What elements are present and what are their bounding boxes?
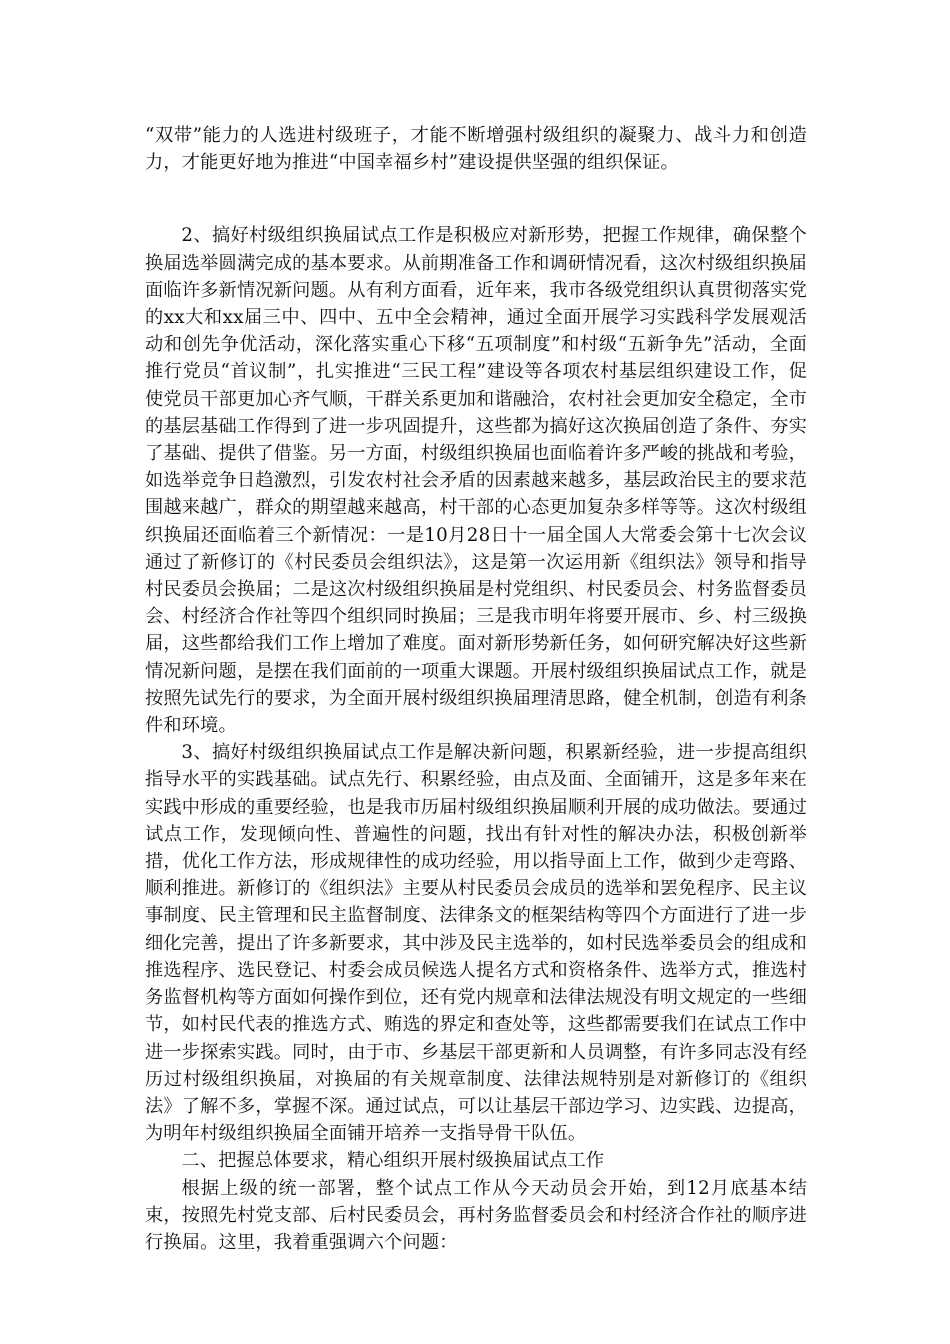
paragraph-point-2: 2、搞好村级组织换届试点工作是积极应对新形势，把握工作规律，确保整个换届选举圆满完成的基本要求。从前期准备工作和调研情况看，这次村级组织换届面临许多新情况新问题。从有利方面看，近年来，我市各级党组织认真贯彻落实党的xx大和xx届三中、四中、五中全会精神，通过全面开展学习实践科学发展观活动和创先争优活动，深化落实重心下移“五项制度”和村级“五新争先”活动，全面推行党员“首议制”，扎实推进“三民工程”建设等各项农村基层组织建设工作，促使党员干部更加心齐气顺，干群关系更加和谐融洽，农村社会更加安全稳定，全市的基层基础工作得到了进一步巩固提升，这些都为搞好这次换届创造了条件、夯实了基础、提供了借鉴。另一方面，村级组织换届也面临着许多严峻的挑战和考验，如选举竞争日趋激烈，引发农村社会矛盾的因素越来越多，基层政治民主的要求范围越来越广，群众的期望越来越高，村干部的心态更加复杂多样等等。这次村级组织换届还面临着三个新情况：一是10月28日十一届全国人大常委会第十七次会议通过了新修订的《村民委员会组织法》，这是第一次运用新《组织法》领导和指导村民委员会换届；二是这次村级组织换届是村党组织、村民委员会、村务监督委员会、村经济合作社等四个组织同时换届；三是我市明年将要开展市、乡、村三级换届，这些都给我们工作上增加了难度。面对新形势新任务，如何研究解决好这些新情况新问题，是摆在我们面前的一项重大课题。开展村级组织换届试点工作，就是按照先试先行的要求，为全面开展村级组织换届理清思路，健全机制，创造有利条件和环境。 (145, 225, 807, 737)
paragraph-continuation: “双带”能力的人选进村级班子，才能不断增强村级组织的凝聚力、战斗力和创造力，才能更好地为推进“中国幸福乡村”建设提供坚强的组织保证。 (145, 125, 807, 174)
section-heading: 二、把握总体要求，精心组织开展村级换届试点工作 (181, 1150, 605, 1172)
paragraph-overview: 根据上级的统一部署，整个试点工作从今天动员会开始，到12月底基本结束，按照先村党支部、后村民委员会，再村务监督委员会和村经济合作社的顺序进行换届。这里，我着重强调六个问题： (145, 1177, 807, 1253)
document-body (145, 122, 807, 1256)
paragraph-point-3: 3、搞好村级组织换届试点工作是解决新问题，积累新经验，进一步提高组织指导水平的实践基础。试点先行、积累经验，由点及面、全面铺开，这是多年来在实践中形成的重要经验，也是我市历届村级组织换届顺利开展的成功做法。要通过试点工作，发现倾向性、普遍性的问题，找出有针对性的解决办法，积极创新举措，优化工作方法，形成规律性的成功经验，用以指导面上工作，做到少走弯路、顺利推进。新修订的《组织法》主要从村民委员会成员的选举和罢免程序、民主议事制度、民主管理和民主监督制度、法律条文的框架结构等四个方面进行了进一步细化完善，提出了许多新要求，其中涉及民主选举的，如村民选举委员会的组成和推选程序、选民登记、村委会成员候选人提名方式和资格条件、选举方式，推选村务监督机构等方面如何操作到位，还有党内规章和法律法规没有明文规定的一些细节，如村民代表的推选方式、贿选的界定和查处等，这些都需要我们在试点工作中进一步探索实践。同时，由于市、乡基层干部更新和人员调整，有许多同志没有经历过村级组织换届，对换届的有关规章制度、法律法规特别是对新修订的《组织法》了解不多，掌握不深。通过试点，可以让基层干部边学习、边实践、边提高，为明年村级组织换届全面铺开培养一支指导骨干队伍。 (145, 742, 807, 1145)
